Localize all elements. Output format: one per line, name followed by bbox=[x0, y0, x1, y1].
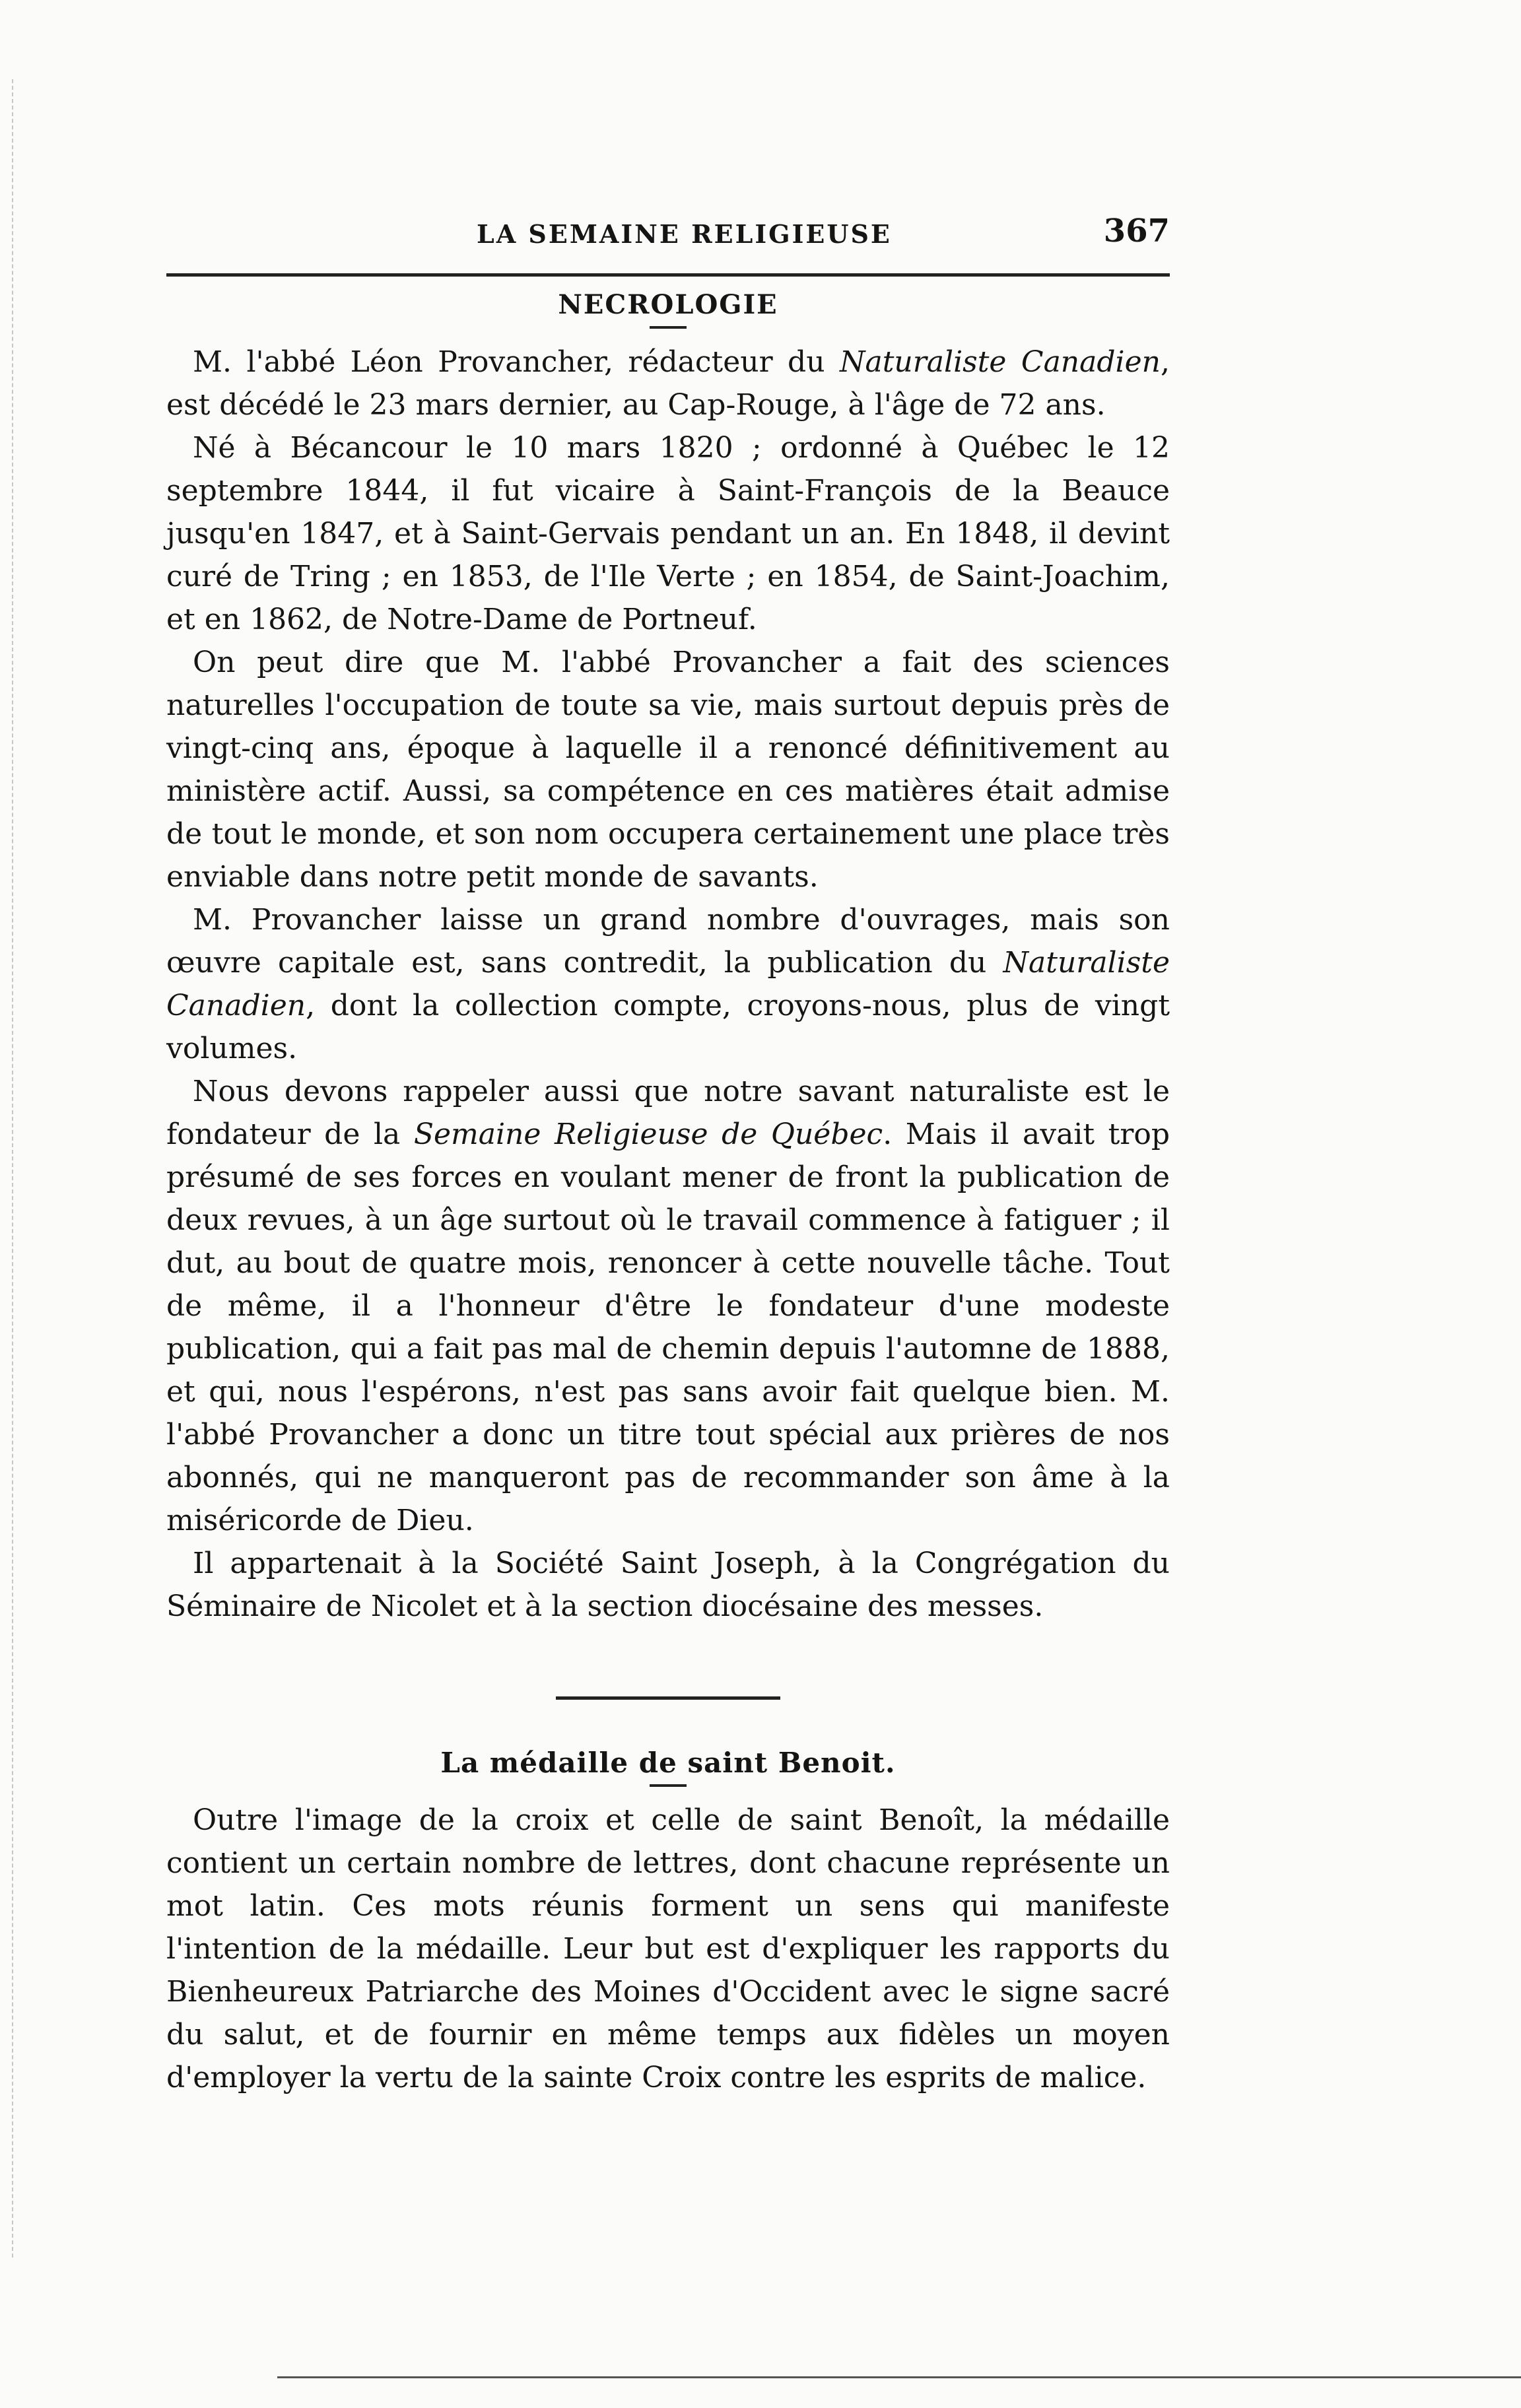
italic-title-text: Naturaliste Canadien bbox=[166, 946, 1170, 1022]
paragraph-text: , dont la collection compte, croyons-nous, plus de vingt volumes. bbox=[166, 989, 1170, 1065]
medal-body bbox=[166, 1799, 1170, 2099]
paragraph bbox=[166, 641, 1170, 898]
section-title-necrologie: NECROLOGIE bbox=[558, 289, 778, 320]
page-margin-edge bbox=[12, 79, 13, 2258]
italic-title-text: Semaine Religieuse de Québec bbox=[413, 1118, 883, 1151]
paragraph bbox=[166, 1542, 1170, 1628]
title-dash bbox=[650, 326, 687, 329]
paragraph-text: Né à Bécancour le 10 mars 1820 ; ordonné à Québec le 12 septembre 1844, il fut vicaire à Saint-François de la Beauce jusqu'en 1847, et à Saint-Gervais pendant un an. En 1848, il devint curé de Tring ; en 1853, de l'Ile Verte ; en 1854, de Saint-Joachim, et en 1862, de Notre-Dame de Portneuf. bbox=[166, 431, 1170, 636]
paragraph bbox=[166, 1070, 1170, 1542]
paragraph-text: M. l'abbé Léon Provancher, rédacteur du bbox=[193, 345, 840, 379]
paragraph-text: . Mais il avait trop présumé de ses forces en voulant mener de front la publication de deux revues, à un âge surtout où le travail commence à fatiguer ; il dut, au bout de quatre mois, renoncer à cette nouvelle tâche. Tout de même, il a l'honneur d'être le fondateur d'une modeste publication, qui a fait pas mal de chemin depuis l'automne de 1888, et qui, nous l'espérons, n'est pas sans avoir fait quelque bien. M. l'abbé Provancher a donc un titre tout spécial aux prières de nos abonnés, qui ne manqueront pas de recommander son âme à la miséricorde de Dieu. bbox=[166, 1118, 1170, 1537]
necrology-body bbox=[166, 341, 1170, 1628]
paragraph-text: Outre l'image de la croix et celle de saint Benoît, la médaille contient un certain nombre de lettres, dont chacune représente un mot latin. Ces mots réunis forment un sens qui manifeste l'intention de la médaille. Leur but est d'expliquer les rapports du Bienheureux Patriarche des Moines d'Occident avec le signe sacré du salut, et de fournir en même temps aux fidèles un moyen d'employer la vertu de la sainte Croix contre les esprits de malice. bbox=[166, 1803, 1170, 2094]
necrology-section bbox=[166, 285, 1170, 1628]
paragraph-text: On peut dire que M. l'abbé Provancher a fait des sciences naturelles l'occupation de toute sa vie, mais surtout depuis près de vingt-cinq ans, époque à laquelle il a renoncé définitivement au ministère actif. Aussi, sa compétence en ces matières était admise de tout le monde, et son nom occupera certainement une place très enviable dans notre petit monde de savants. bbox=[166, 646, 1170, 894]
title-dash bbox=[650, 1784, 687, 1787]
paragraph bbox=[166, 1799, 1170, 2099]
paragraph bbox=[166, 341, 1170, 426]
paragraph-text: M. Provancher laisse un grand nombre d'ouvrages, mais son œuvre capitale est, sans contredit, la publication du bbox=[166, 903, 1170, 980]
page-number: 367 bbox=[1103, 213, 1170, 250]
running-head-title: LA SEMAINE RELIGIEUSE bbox=[477, 219, 892, 249]
paragraph-text: Il appartenait à la Société Saint Joseph, à la Congrégation du Séminaire de Nicolet et à la section diocésaine des messes. bbox=[166, 1547, 1170, 1623]
paragraph-text: Nous devons rappeler aussi que notre savant naturaliste est le fondateur de la bbox=[166, 1075, 1170, 1151]
running-head bbox=[166, 210, 1170, 250]
paragraph bbox=[166, 898, 1170, 1070]
paragraph-text: , est décédé le 23 mars dernier, au Cap-Rouge, à l'âge de 72 ans. bbox=[166, 345, 1170, 422]
italic-title-text: Naturaliste Canadien bbox=[840, 345, 1161, 379]
section-title-medaille: La médaille de saint Benoit. bbox=[440, 1747, 896, 1779]
header-rule bbox=[166, 273, 1170, 277]
page-bottom-edge bbox=[277, 2376, 1521, 2378]
paragraph bbox=[166, 426, 1170, 641]
medal-section bbox=[166, 1696, 1170, 2099]
